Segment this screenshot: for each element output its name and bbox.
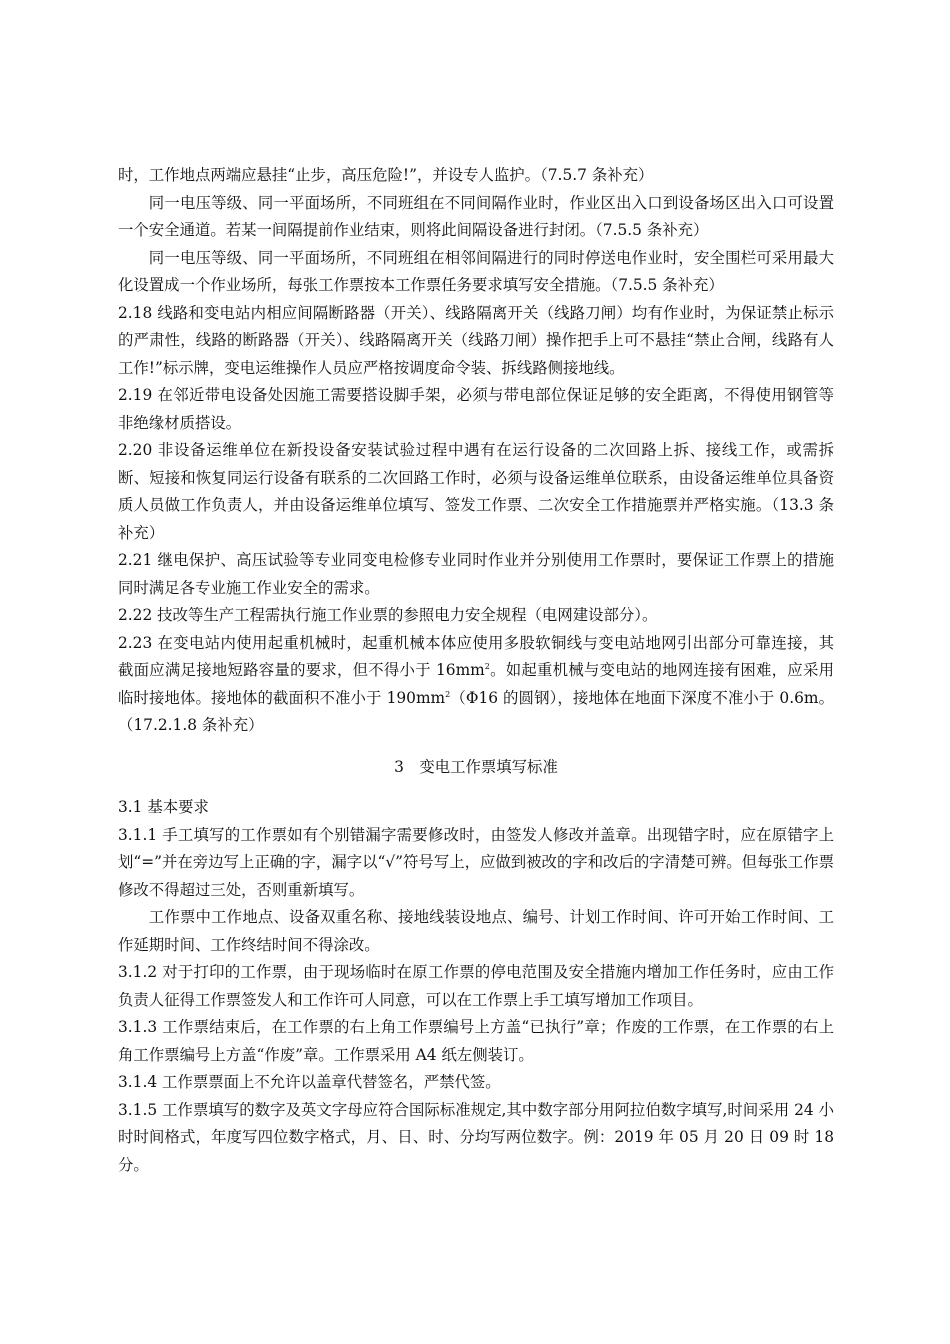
document-page	[118, 162, 834, 1179]
paragraph-2-23-part-c: （Φ16 的圆钢），接地体在地面下深度不准小于 0.6m。（17.2.1.8 条补充）	[118, 688, 834, 734]
paragraph-3-1-2: 3.1.2 对于打印的工作票，由于现场临时在原工作票的停电范围及安全措施内增加工作任务时，应由工作负责人征得工作票签发人和工作许可人同意，可以在工作票上手工填写增加工作项目。	[118, 963, 834, 1009]
paragraph-3-1-5: 3.1.5 工作票填写的数字及英文字母应符合国际标准规定,其中数字部分用阿拉伯数字填写,时间采用 24 小时时间格式，年度写四位数字格式，月、日、时、分均写两位数字。例：2019 年 05 月 20 日 09 时 18 分。	[118, 1100, 834, 1174]
superscript-square: 2	[445, 689, 451, 699]
paragraph-same-voltage-2: 同一电压等级、同一平面场所，不同班组在相邻间隔进行的同时停送电作业时，安全围栏可采用最大化设置成一个作业场所，每张工作票按本工作票任务要求填写安全措施。（7.5.5 条补充）	[118, 248, 834, 294]
paragraph-same-voltage-1: 同一电压等级、同一平面场所，不同班组在不同间隔作业时，作业区出入口到设备场区出入口可设置一个安全通道。若某一间隔提前作业结束，则将此间隔设备进行封闭。（7.5.5 条补充）	[118, 193, 834, 239]
paragraph-3-1: 3.1 基本要求	[118, 798, 209, 816]
paragraph-2-18: 2.18 线路和变电站内相应间隔断路器（开关）、线路隔离开关（线路刀闸）均有作业时，为保证禁止标示的严肃性，线路的断路器（开关）、线路隔离开关（线路刀闸）操作把手上可不悬挂“禁止合闸，线路有人工作!”标示牌，变电运维操作人员应严格按调度命令装、拆线路侧接地线。	[118, 303, 834, 377]
paragraph-3-1-1: 3.1.1 手工填写的工作票如有个别错漏字需要修改时，由签发人修改并盖章。出现错字时，应在原错字上划“=”并在旁边写上正确的字，漏字以“√”符号写上，应做到被改的字和改后的字清楚可辨。但每张工作票修改不得超过三处，否则重新填写。	[118, 825, 834, 899]
paragraph-2-20: 2.20 非设备运维单位在新投设备安装试验过程中遇有在运行设备的二次回路上拆、接线工作，或需拆断、短接和恢复同运行设备有联系的二次回路工作时，必须与设备运维单位联系，由设备运维单位具备资质人员做工作负责人，并由设备运维单位填写、签发工作票、二次安全工作措施票并严格实施。（13.3 条补充）	[118, 441, 834, 542]
paragraph-2-22: 2.22 技改等生产工程需执行施工作业票的参照电力安全规程（电网建设部分）。	[118, 606, 658, 624]
paragraph-2-23	[118, 630, 834, 740]
paragraph-3-1-3: 3.1.3 工作票结束后，在工作票的右上角工作票编号上方盖“已执行”章；作废的工作票，在工作票的右上角工作票编号上方盖“作废”章。工作票采用 A4 纸左侧装订。	[118, 1018, 834, 1064]
paragraph-2-21: 2.21 继电保护、高压试验等专业同变电检修专业同时作业并分别使用工作票时，要保证工作票上的措施同时满足各专业施工作业安全的需求。	[118, 551, 834, 597]
paragraph-continuation: 时，工作地点两端应悬挂“止步，高压危险!”，并设专人监护。（7.5.7 条补充）	[118, 166, 654, 184]
paragraph-2-23-part-a: 2.23 在变电站内使用起重机械时，起重机械本体应使用多股软铜线与变电站地网引出部分可靠连接，其截面应满足接地短路容量的要求，但不得小于 16mm	[118, 633, 834, 679]
section-heading: 3 变电工作票填写标准	[394, 757, 558, 776]
paragraph-3-1-4: 3.1.4 工作票票面上不允许以盖章代替签名，严禁代签。	[118, 1073, 501, 1091]
paragraph-2-23-part-b: 。如起重机械与变电站的地网连接有困难，应采用临时接地体。接地体的截面积不准小于 190mm	[118, 661, 834, 707]
paragraph-2-19: 2.19 在邻近带电设备处因施工需要搭设脚手架，必须与带电部位保证足够的安全距离，不得使用钢管等非绝缘材质搭设。	[118, 386, 834, 432]
superscript-square: 2	[484, 661, 490, 671]
paragraph-3-1-1-note: 工作票中工作地点、设备双重名称、接地线装设地点、编号、计划工作时间、许可开始工作时间、工作延期时间、工作终结时间不得涂改。	[118, 908, 834, 954]
